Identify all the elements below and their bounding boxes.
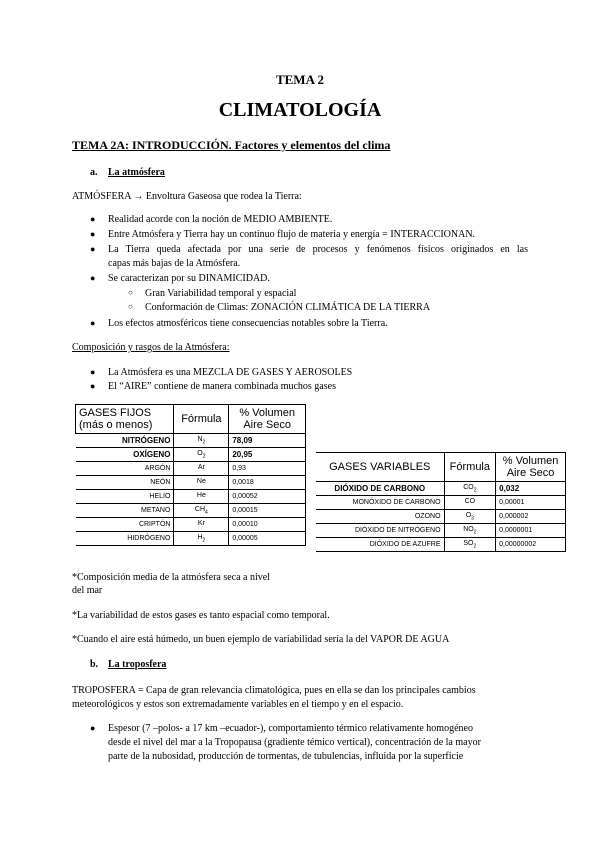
formula-cell [444, 510, 496, 524]
gas-name-cell: HELIO [76, 490, 174, 504]
formula-subscript: 2 [473, 487, 477, 494]
volume-cell: 0,000002 [496, 510, 566, 524]
formula-text: H [197, 533, 203, 541]
table-row [316, 482, 566, 496]
table-row [76, 518, 306, 532]
note-humidity: *Cuando el aire está húmedo, un buen ejemplo de variabilidad sería la del VAPOR DE AGUA [72, 634, 450, 645]
column-header: GASES FIJOS (más o menos) [76, 405, 174, 434]
volume-cell: 0,00005 [229, 532, 306, 546]
formula-subscript: 2 [202, 537, 206, 544]
gas-name-cell: ARGÓN [76, 462, 174, 476]
table-row [316, 524, 566, 538]
column-header: Fórmula [174, 405, 229, 434]
volume-cell: 78,09 [229, 434, 306, 448]
table-row [76, 434, 306, 448]
table-header-row [76, 405, 306, 434]
formula-cell [444, 482, 496, 496]
column-header: GASES VARIABLES [316, 453, 444, 482]
note-composition-line1: *Composición media de la atmósfera seca a nivel [72, 572, 270, 583]
formula-subscript: 3 [471, 515, 474, 522]
formula-text: N [197, 435, 203, 443]
formula-subscript: 4 [205, 509, 208, 516]
formula-cell [174, 462, 229, 476]
formula-text: Kr [197, 519, 205, 527]
gas-name-cell: NITRÓGENO [76, 434, 174, 448]
section-b-heading: La troposfera [108, 659, 167, 670]
formula-subscript: 2 [202, 453, 206, 460]
gas-name-cell: CRIPTÓN [76, 518, 174, 532]
table-row [76, 448, 306, 462]
formula-cell [174, 490, 229, 504]
list-item: Espesor (7 –polos- a 17 km –ecuador-), comportamiento térmico relativamente homogéneo [108, 723, 473, 734]
formula-text: CO [464, 497, 476, 505]
list-item: Entre Atmósfera y Tierra hay un continuo flujo de materia y energía = INTERACCIONAN. [108, 229, 476, 240]
volume-cell: 0,00052 [229, 490, 306, 504]
volume-cell: 0,00015 [229, 504, 306, 518]
section-b-marker: b. [90, 659, 99, 670]
formula-cell [174, 504, 229, 518]
formula-text: He [196, 491, 206, 499]
formula-cell [174, 476, 229, 490]
bullet-icon: ● [90, 273, 96, 283]
circle-bullet-icon: ○ [128, 302, 133, 311]
gas-name-cell: MONÓXIDO DE CARBONO [316, 496, 444, 510]
bullet-icon: ● [90, 318, 96, 328]
gas-name-cell: DIÓXIDO DE AZUFRE [316, 538, 444, 552]
list-item-continuation: desde el nivel del mar a la Tropopausa (gradiente témico vertical), concentración de la mayor [108, 737, 481, 748]
volume-cell: 0,0018 [229, 476, 306, 490]
formula-cell [174, 518, 229, 532]
gas-name-cell: NEÓN [76, 476, 174, 490]
formula-cell [174, 434, 229, 448]
table-row [76, 532, 306, 546]
volume-cell: 20,95 [229, 448, 306, 462]
column-header: % Volumen Aire Seco [229, 405, 306, 434]
composition-heading: Composición y rasgos de la Atmósfera: [72, 342, 230, 353]
gas-name-cell: METANO [76, 504, 174, 518]
atmosfera-definition: ATMÓSFERA → Envoltura Gaseosa que rodea la Tierra: [72, 191, 302, 202]
formula-text: NO [463, 525, 474, 533]
formula-cell [444, 524, 496, 538]
column-header: % Volumen Aire Seco [496, 453, 566, 482]
table-header-row [316, 453, 566, 482]
formula-text: Ar [197, 463, 205, 471]
troposfera-paragraph-line1: TROPOSFERA = Capa de gran relevancia climatológica, pues en ella se dan los principales cambios [72, 685, 476, 696]
bullet-icon: ● [90, 229, 96, 239]
note-composition-line2: del mar [72, 585, 103, 596]
table-row [76, 476, 306, 490]
bullet-icon: ● [90, 723, 96, 733]
gas-name-cell: DIÓXIDO DE NITRÓGENO [316, 524, 444, 538]
fixed-gases-table [75, 404, 306, 546]
formula-cell [444, 538, 496, 552]
list-item-continuation: capas más bajas de la Atmósfera. [108, 258, 241, 269]
note-variability: *La variabilidad de estos gases es tanto espacial como temporal. [72, 610, 330, 621]
list-item: El “AIRE” contiene de manera combinada muchos gases [108, 381, 336, 392]
formula-text: CH [194, 505, 206, 513]
circle-bullet-icon: ○ [128, 288, 133, 297]
volume-cell: 0,00000002 [496, 538, 566, 552]
bullet-icon: ● [90, 244, 96, 254]
sub-list-item: Conformación de Climas: ZONACIÓN CLIMÁTICA DE LA TIERRA [145, 302, 431, 313]
table-row [76, 462, 306, 476]
sub-list-item: Gran Variabilidad temporal y espacial [145, 288, 297, 299]
table-row [316, 510, 566, 524]
troposfera-paragraph-line2: meteorológicos y estos son extremadamente variables en el tiempo y en el espacio. [72, 699, 404, 710]
table-row [76, 504, 306, 518]
gas-name-cell: OXÍGENO [76, 448, 174, 462]
section-title: TEMA 2A: INTRODUCCIÓN. Factores y elementos del clima [72, 138, 391, 152]
variable-gases-table [316, 452, 566, 552]
formula-subscript: 2 [473, 529, 477, 536]
table-row [316, 538, 566, 552]
table-row [316, 496, 566, 510]
bullet-icon: ● [90, 367, 96, 377]
list-item-continuation: parte de la nubosidad, producción de tormentas, de tubulencias, influida por la superficie [108, 751, 464, 762]
formula-text: O [465, 511, 472, 519]
list-item: Se caracterizan por su DINAMICIDAD. [108, 273, 270, 284]
table-row [76, 490, 306, 504]
gas-name-cell: OZONO [316, 510, 444, 524]
formula-cell [444, 496, 496, 510]
gas-name-cell: DIÓXIDO DE CARBONO [316, 482, 444, 496]
column-header: Fórmula [444, 453, 496, 482]
list-item: La Tierra queda afectada por una serie de procesos y fenómenos físicos originados en las [108, 244, 528, 255]
formula-subscript: 2 [473, 543, 477, 550]
volume-cell: 0,032 [496, 482, 566, 496]
formula-text: CO [463, 483, 474, 491]
formula-cell [174, 448, 229, 462]
tema-label: TEMA 2 [275, 72, 325, 87]
section-a-heading: La atmósfera [108, 167, 165, 178]
volume-cell: 0,93 [229, 462, 306, 476]
volume-cell: 0,00001 [496, 496, 566, 510]
formula-cell [174, 532, 229, 546]
bullet-icon: ● [90, 214, 96, 224]
gas-name-cell: HIDRÓGENO [76, 532, 174, 546]
formula-subscript: 2 [202, 439, 206, 446]
formula-text: Ne [196, 477, 206, 485]
bullet-icon: ● [90, 381, 96, 391]
volume-cell: 0,0000001 [496, 524, 566, 538]
list-item: La Atmósfera es una MEZCLA DE GASES Y AEROSOLES [108, 367, 353, 378]
formula-text: O [197, 449, 203, 457]
list-item: Realidad acorde con la noción de MEDIO AMBIENTE. [108, 214, 333, 225]
page-title: CLIMATOLOGÍA [218, 99, 382, 121]
section-a-marker: a. [90, 167, 98, 178]
volume-cell: 0,00010 [229, 518, 306, 532]
formula-text: SO [463, 539, 474, 547]
list-item: Los efectos atmosféricos tiene consecuencias notables sobre la Tierra. [108, 318, 388, 329]
